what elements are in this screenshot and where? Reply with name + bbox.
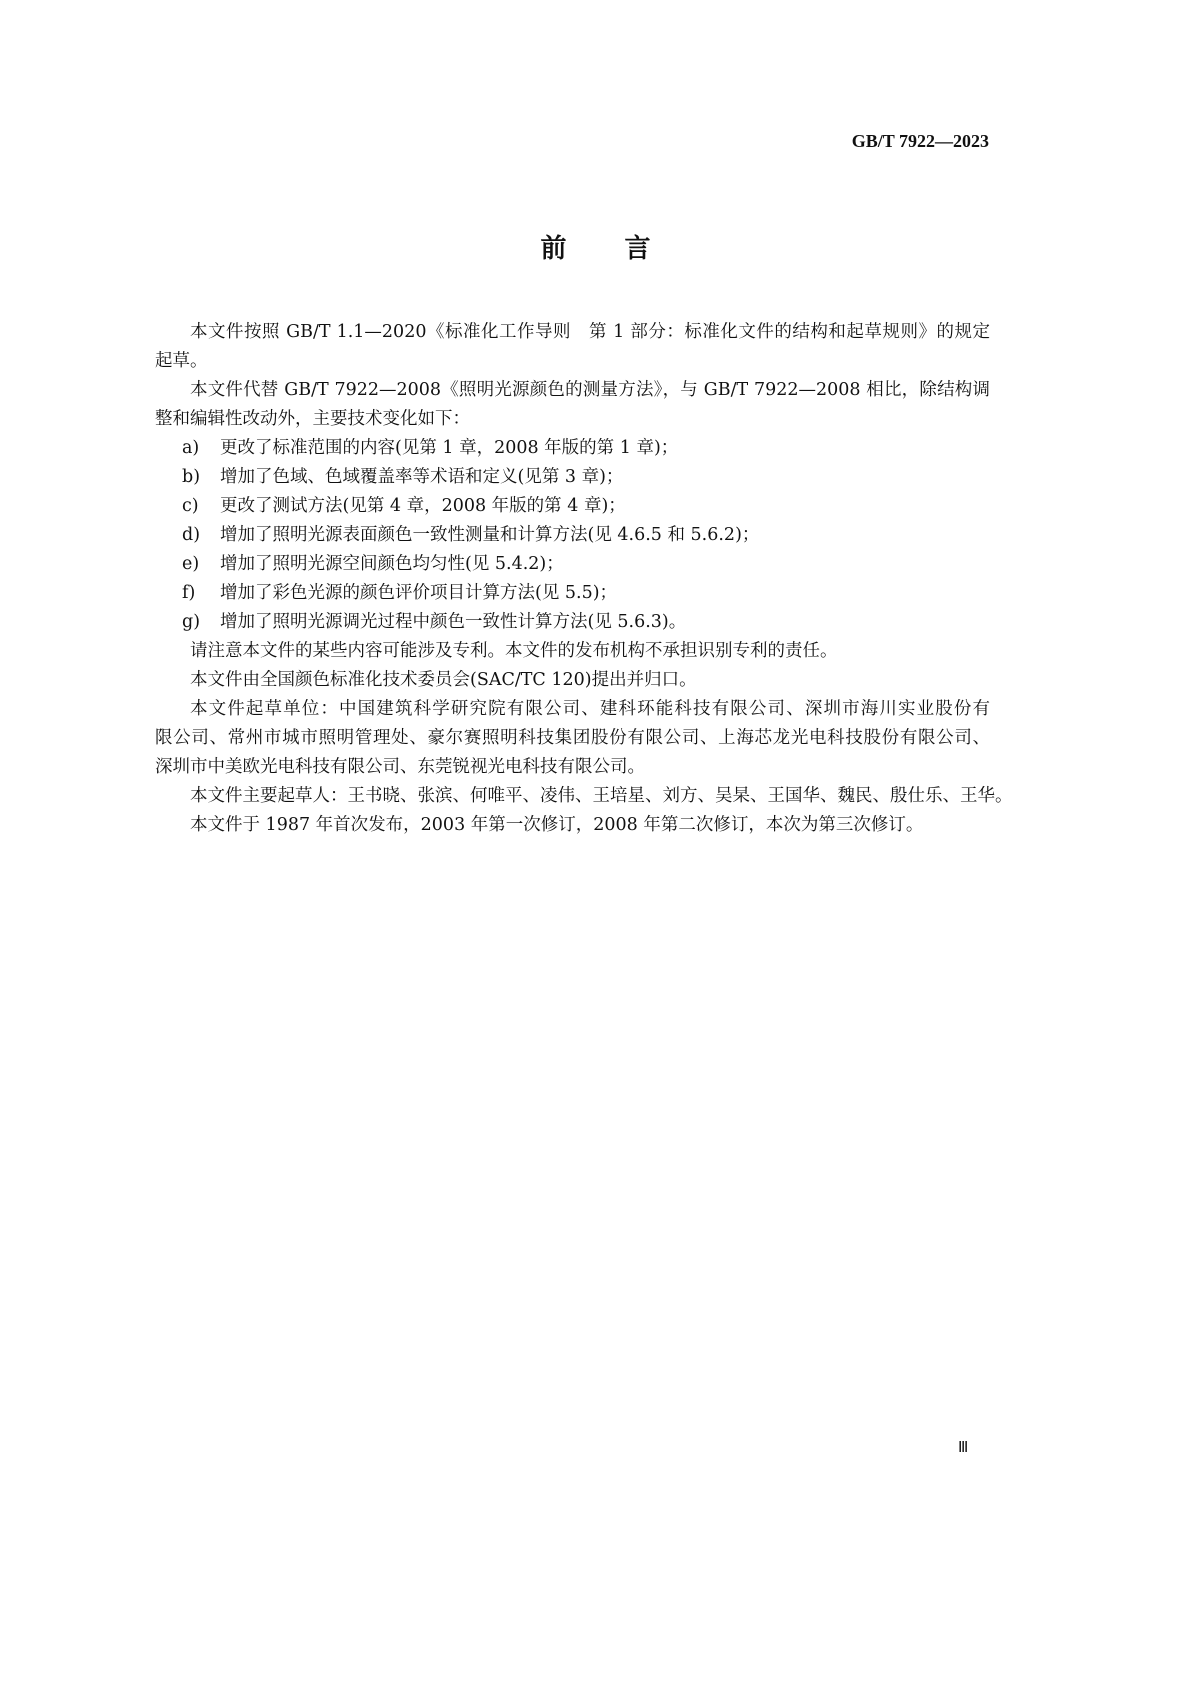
list-item	[155, 579, 990, 608]
list-item	[155, 463, 990, 492]
list-item-text: 更改了测试方法(见第 4 章，2008 年版的第 4 章)；	[220, 496, 626, 516]
list-item-label: f)	[182, 583, 196, 603]
list-item-text: 增加了彩色光源的颜色评价项目计算方法(见 5.5)；	[220, 583, 618, 603]
list-item-label: c)	[182, 496, 199, 516]
text-line: 深圳市中美欧光电科技有限公司、东莞锐视光电科技有限公司。	[155, 757, 645, 777]
text-line: 起草。	[155, 351, 208, 371]
list-item-text: 增加了照明光源空间颜色均匀性(见 5.4.2)；	[220, 554, 564, 574]
list-item-label: b)	[182, 467, 201, 487]
paragraph-drafting-units	[155, 695, 990, 782]
text-line: 限公司、常州市城市照明管理处、豪尔赛照明科技集团股份有限公司、上海芯龙光电科技股份有限公司、	[155, 728, 990, 748]
paragraph-drafters: 本文件主要起草人：王书晓、张滨、何唯平、凌伟、王培星、刘方、吴杲、王国华、魏民、殷仕乐、王华。	[190, 786, 1013, 806]
paragraph-replacement	[155, 376, 990, 434]
standard-code-header: GB/T 7922—2023	[851, 131, 989, 151]
changes-list	[155, 434, 990, 637]
list-item-text: 增加了照明光源表面颜色一致性测量和计算方法(见 4.6.5 和 5.6.2)；	[220, 525, 760, 545]
list-item	[155, 521, 990, 550]
list-item-text: 更改了标准范围的内容(见第 1 章，2008 年版的第 1 章)；	[220, 438, 679, 458]
paragraph-drafting-rules	[155, 318, 990, 376]
list-item	[155, 434, 990, 463]
list-item-label: a)	[182, 438, 200, 458]
text-line: 本文件起草单位：中国建筑科学研究院有限公司、建科环能科技有限公司、深圳市海川实业股份有	[190, 699, 990, 719]
list-item	[155, 550, 990, 579]
page-title: 前言	[540, 234, 709, 264]
list-item-text: 增加了照明光源调光过程中颜色一致性计算方法(见 5.6.3)。	[220, 612, 687, 632]
text-line: 本文件按照 GB/T 1.1—2020《标准化工作导则 第 1 部分：标准化文件的结构和起草规则》的规定	[190, 322, 990, 342]
foreword-body	[155, 318, 1013, 840]
paragraph-patent-notice: 请注意本文件的某些内容可能涉及专利。本文件的发布机构不承担识别专利的责任。	[190, 641, 838, 661]
list-item-text: 增加了色域、色域覆盖率等术语和定义(见第 3 章)；	[220, 467, 624, 487]
list-item-label: e)	[182, 554, 200, 574]
paragraph-committee: 本文件由全国颜色标准化技术委员会(SAC/TC 120)提出并归口。	[190, 670, 697, 690]
text-line: 本文件代替 GB/T 7922—2008《照明光源颜色的测量方法》，与 GB/T 7922—2008 相比，除结构调	[190, 380, 990, 400]
page-number: Ⅲ	[958, 1440, 969, 1456]
text-line: 整和编辑性改动外，主要技术变化如下：	[155, 409, 470, 429]
list-item	[155, 492, 990, 521]
list-item-label: g)	[182, 612, 201, 632]
paragraph-history: 本文件于 1987 年首次发布，2003 年第一次修订，2008 年第二次修订，本次为第三次修订。	[190, 815, 924, 835]
list-item-label: d)	[182, 525, 201, 545]
list-item	[155, 608, 990, 637]
